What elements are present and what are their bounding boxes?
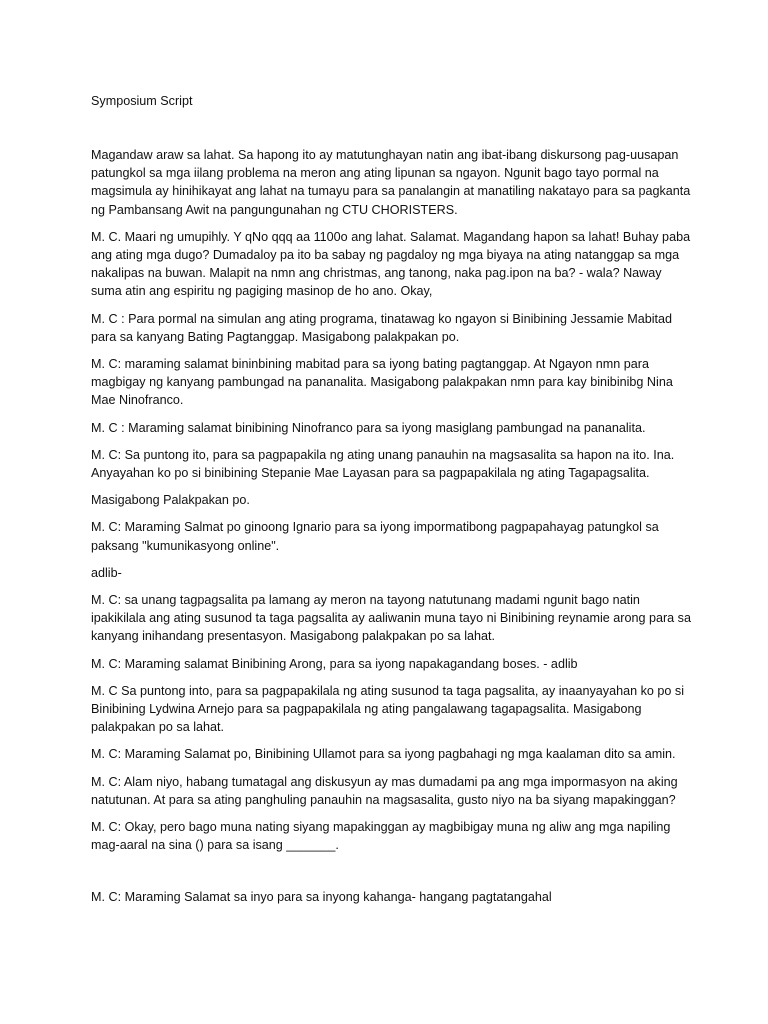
paragraph-mc-presentation: M. C: sa unang tagpagsalita pa lamang ay meron na tayong natutunang madami ngunit bago natin ipakikilala ang ating susunod ta taga pagsalita ay aaliwanin muna tayo ni Binibining reynamie arong para sa kanyang inihandang presentasyon. Masigabong palakpakan po sa lahat. xyxy=(91,593,691,644)
paragraph-opening: Magandaw araw sa lahat. Sa hapong ito ay matutunghayan natin ang ibat-ibang diskursong pag-uusapan patungkol sa mga iilang problema na meron ang ating lipunan sa ngayon. Ngunit bago tayo pormal na magsimula ay hinihikayat ang lahat na tumayu para sa panalangin at manatiling nakatayo para sa pagkanta ng Pambansang Awit na pangungunahan ng CTU CHORISTERS. xyxy=(91,148,691,217)
paragraph-mc-first-speaker: M. C: Sa puntong ito, para sa pagpapakila ng ating unang panauhin na magsasalita sa hapon na ito. Ina. Anyayahan ko po si binibining Stepanie Mae Layasan para sa pagpapakilala ng ating Tagapagsalita. xyxy=(91,447,675,481)
paragraph-mc-welcome-intro: M. C : Para pormal na simulan ang ating programa, tinatawag ko ngayon si Binibining Jessamie Mabitad para sa kanyang Bating Pagtanggap. Masigabong palakpakan po. xyxy=(91,311,673,344)
paragraph-adlib: adlib- xyxy=(91,565,122,580)
document-body xyxy=(91,146,691,915)
paragraph-mc-thanks-ullamot: M. C: Maraming Salamat po, Binibining Ullamot para sa iyong pagbahagi ng mga kaalaman dito sa amin. xyxy=(91,747,676,762)
paragraph-mc-final-speaker: M. C: Alam niyo, habang tumatagal ang diskusyun ay mas dumadami pa ang mga impormasyon na aking natutunan. At para sa ating panghuling panauhin na magsasalita, gusto niyo na ba siyang mapakinggan? xyxy=(91,774,678,807)
paragraph-mc-thanks-ninofranco: M. C : Maraming salamat binibining Ninofranco para sa iyong masiglang pambungad na pananalita. xyxy=(91,420,646,435)
paragraph-mc-closing: M. C: Maraming Salamat sa inyo para sa inyong kahanga- hangang pagtatangahal xyxy=(91,889,552,904)
paragraph-mc-thanks-ignario: M. C: Maraming Salmat po ginoong Ignario para sa iyong impormatibong pagpapahayag patungkol sa paksang "kumunikasyong online". xyxy=(91,520,659,553)
paragraph-mc-second-speaker: M. C Sa puntong into, para sa pagpapakilala ng ating susunod ta taga pagsalita, ay inaanyayahan ko po si Binibining Lydwina Arnejo para sa pagpapakilala ng ating pangalawang tagapagsalita. Masigabong palakpakan po sa lahat. xyxy=(91,683,685,735)
document-title: Symposium Script xyxy=(91,94,193,108)
paragraph-mc-greeting: M. C. Maari ng umupihly. Y qNo qqq aa 1100o ang lahat. Salamat. Magandang hapon sa lahat! Buhay paba ang ating mga dugo? Dumadaloy pa ito ba sabay ng pagdaloy ng mga biyaya na ating natanggap sa mga nakalipas na buwan. Malapit na nmn ang christmas, ang tanong, naka pag.ipon na ba? - wala? Naway suma atin ang espiritu ng pagiging masinop de ho ano. Okay, xyxy=(91,229,691,299)
paragraph-mc-intermission: M. C: Okay, pero bago muna nating siyang mapakinggan ay magbibigay muna ng aliw ang mga napiling mag-aaral na sina () para sa isang _______. xyxy=(91,820,671,853)
paragraph-mc-thanks-arong: M. C: Maraming salamat Binibining Arong, para sa iyong napakagandang boses. - adlib xyxy=(91,656,578,671)
paragraph-mc-opening-remarks: M. C: maraming salamat bininbining mabitad para sa iyong bating pagtanggap. At Ngayon nmn para magbigay ng kanyang pambungad na pananalita. Masigabong palakpakan nmn para kay binibinibg Nina Mae Ninofranco. xyxy=(91,357,673,408)
paragraph-applause: Masigabong Palakpakan po. xyxy=(91,493,250,508)
